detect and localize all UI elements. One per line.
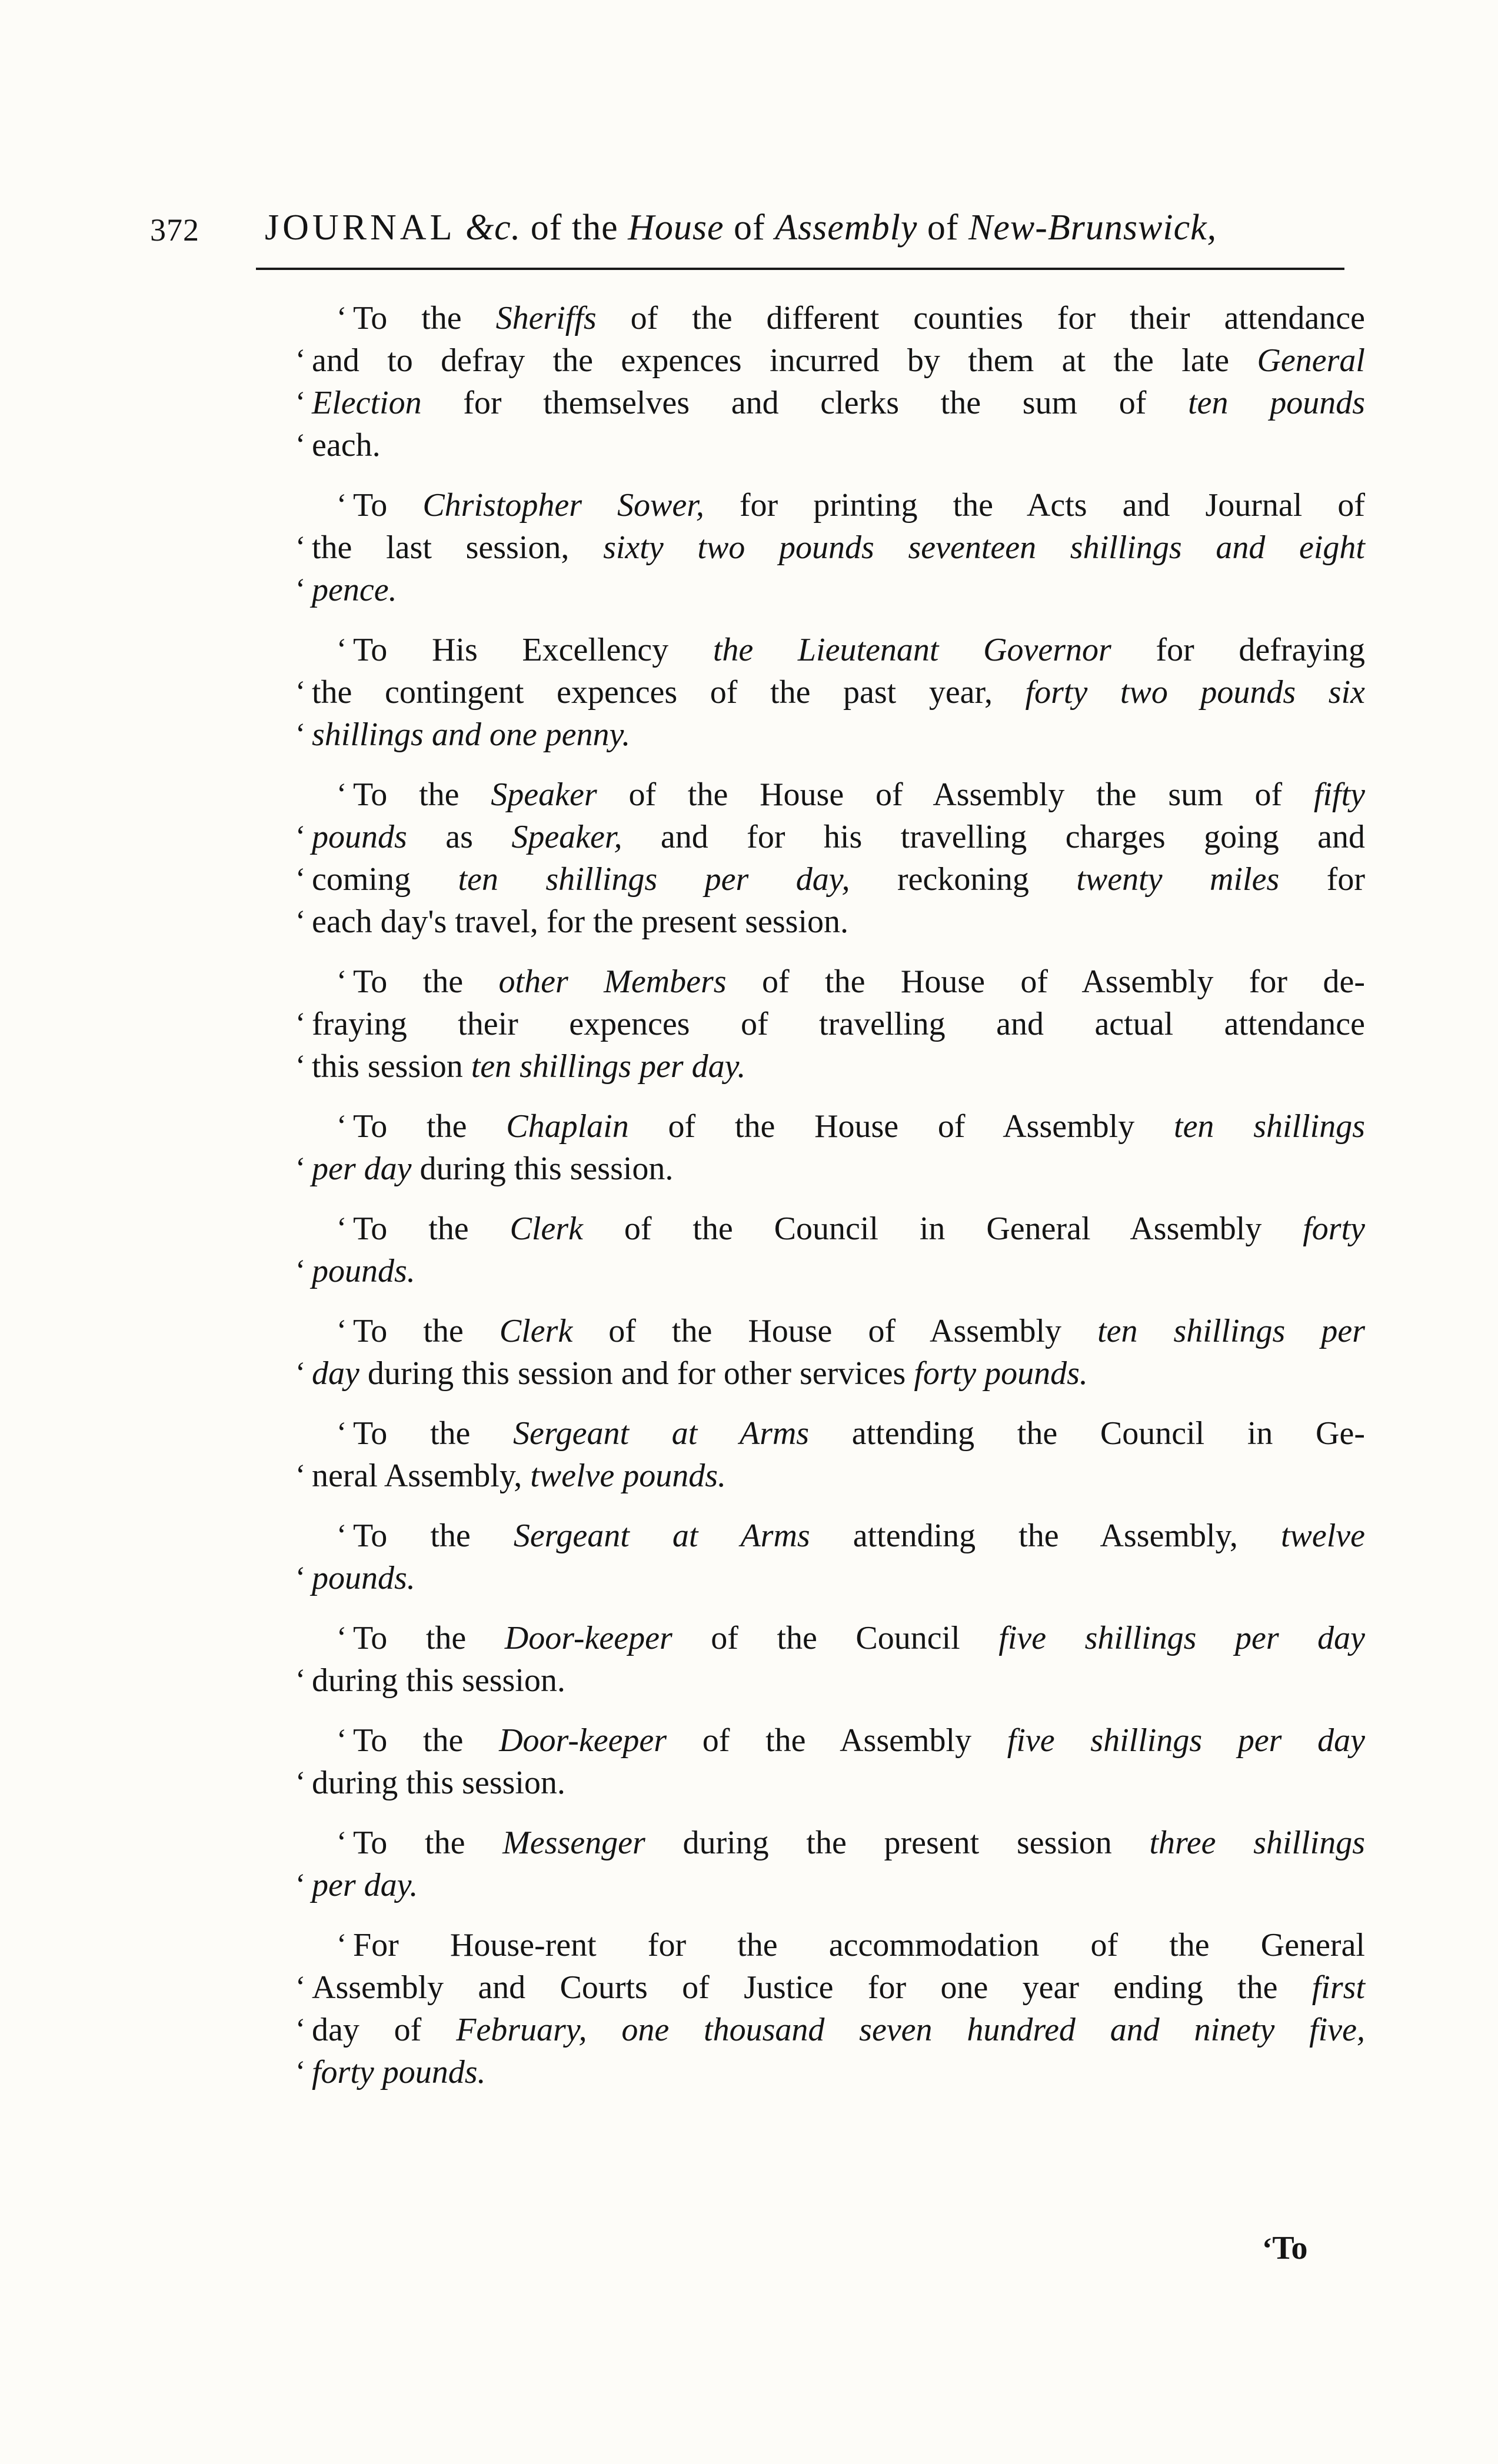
text-run: attending the Assembly, <box>810 1518 1281 1554</box>
italic-text-run: forty two pounds six <box>1025 674 1365 711</box>
italic-text-run: twenty miles <box>1076 861 1280 898</box>
text-line <box>312 484 1365 526</box>
italic-text-run: Door-keeper <box>499 1722 667 1759</box>
quote-mark: ‘ <box>337 1621 347 1655</box>
quote-mark: ‘ <box>337 1826 347 1859</box>
payment-entry <box>295 1105 1366 1190</box>
quote-mark: ‘ <box>337 1519 347 1552</box>
quote-mark: ‘ <box>295 1970 306 2004</box>
italic-text-run: forty pounds. <box>312 2054 486 2090</box>
catchword-quote-mark: ‘ <box>1262 2232 1273 2266</box>
text-line <box>295 1762 1365 1804</box>
text-run: To the <box>353 1620 505 1656</box>
text-line <box>295 1003 1365 1045</box>
quote-mark: ‘ <box>295 1007 306 1041</box>
quote-mark: ‘ <box>295 531 306 564</box>
payment-entry <box>295 629 1365 756</box>
text-line <box>312 1822 1365 1864</box>
text-run: To the <box>353 300 496 336</box>
payment-entry <box>295 1924 1365 2093</box>
italic-text-run: five shillings per day <box>1007 1722 1366 1759</box>
text-run: for printing the Acts and Journal of <box>704 487 1366 524</box>
text-line <box>312 1924 1365 1966</box>
payment-entry <box>295 297 1365 466</box>
text-run: To His Excellency <box>353 632 713 668</box>
italic-text-run: forty <box>1303 1211 1365 1247</box>
text-line <box>295 901 1365 943</box>
text-line <box>295 1352 1365 1395</box>
text-run: for <box>1279 861 1365 898</box>
quote-mark: ‘ <box>337 778 347 811</box>
quote-mark: ‘ <box>295 1868 306 1902</box>
text-run: of the Council in General Assembly <box>582 1211 1303 1247</box>
quote-mark: ‘ <box>295 1152 306 1185</box>
running-head <box>265 207 1217 249</box>
italic-text-run: ten shillings <box>1174 1108 1366 1145</box>
text-run: of the House of Assembly <box>628 1108 1174 1145</box>
payment-entry <box>295 1617 1366 1702</box>
quote-mark: ‘ <box>295 1356 306 1390</box>
payment-entry <box>295 484 1366 611</box>
quote-mark: ‘ <box>295 2055 306 2089</box>
running-head-province: New-Brunswick, <box>968 208 1217 248</box>
payment-entry <box>295 961 1365 1088</box>
italic-text-run: Clerk <box>510 1211 583 1247</box>
text-run: of the House of Assembly for de- <box>726 963 1365 1000</box>
italic-text-run: Sergeant at Arms <box>513 1415 810 1452</box>
text-run: for themselves and clerks the sum of <box>421 385 1189 421</box>
text-run: during this session and for other services <box>359 1355 914 1392</box>
page-number: 372 <box>150 212 199 248</box>
text-line <box>312 297 1365 339</box>
payment-entry <box>295 1412 1366 1497</box>
quote-mark: ‘ <box>337 1109 347 1143</box>
italic-text-run: five shillings per day <box>998 1620 1366 1656</box>
text-run: To the <box>353 776 491 813</box>
text-run: To the <box>353 1825 503 1861</box>
quote-mark: ‘ <box>295 820 306 853</box>
catchword <box>1262 2229 1308 2267</box>
payment-entry <box>295 1515 1366 1599</box>
italic-text-run: first <box>1311 1969 1365 2006</box>
italic-text-run: Clerk <box>499 1313 573 1349</box>
text-run: each. <box>312 427 381 464</box>
quote-mark: ‘ <box>295 344 306 377</box>
italic-text-run: ten shillings per <box>1097 1313 1365 1349</box>
text-run: neral Assembly, <box>312 1458 531 1494</box>
text-run: for defraying <box>1111 632 1365 668</box>
text-line <box>312 1105 1365 1148</box>
italic-text-run: Chaplain <box>506 1108 629 1145</box>
text-run: For House-rent for the accommodation of the General <box>353 1927 1365 1963</box>
text-line <box>295 2051 1365 2093</box>
text-run: of the Council <box>672 1620 999 1656</box>
text-line <box>295 424 1365 466</box>
text-line <box>295 713 1365 756</box>
running-head-house: House <box>628 208 724 248</box>
running-head-journal: JOURNAL <box>265 208 456 248</box>
running-head-of: of the <box>521 208 628 248</box>
text-line <box>295 1966 1365 2009</box>
text-run: To the <box>353 1518 514 1554</box>
text-run: attending the Council in Ge- <box>809 1415 1366 1452</box>
quote-mark: ‘ <box>337 301 347 335</box>
quote-mark: ‘ <box>337 1723 347 1757</box>
text-run: and for his travelling charges going and <box>622 819 1365 855</box>
text-line <box>295 2009 1365 2051</box>
running-head-of-3: of <box>917 208 968 248</box>
text-run: each day's travel, for the present session. <box>312 903 848 940</box>
italic-text-run: Christopher Sower, <box>422 487 704 524</box>
quote-mark: ‘ <box>295 386 306 419</box>
italic-text-run: twelve pounds. <box>530 1458 727 1494</box>
text-run: To the <box>353 963 499 1000</box>
italic-text-run: fifty <box>1313 776 1365 813</box>
text-run: fraying their expences of travelling and actual attendance <box>312 1006 1365 1042</box>
text-run: To the <box>353 1722 500 1759</box>
page-header <box>150 207 1365 254</box>
text-run: To the <box>353 1415 514 1452</box>
text-line <box>295 1659 1365 1702</box>
quote-mark: ‘ <box>295 428 306 462</box>
text-run: and to defray the expences incurred by them at the late <box>312 342 1257 379</box>
quote-mark: ‘ <box>295 1766 306 1799</box>
italic-text-run: February, <box>456 2012 587 2048</box>
text-line <box>295 1455 1365 1497</box>
journal-body <box>295 297 1366 2111</box>
quote-mark: ‘ <box>337 1314 347 1348</box>
text-run: of the different counties for their attendance <box>596 300 1365 336</box>
italic-text-run: other Members <box>498 963 727 1000</box>
italic-text-run: General <box>1257 342 1365 379</box>
text-run: To <box>353 487 423 524</box>
italic-text-run: sixty two pounds seventeen shillings and eight <box>603 529 1365 566</box>
italic-text-run: Speaker, <box>511 819 622 855</box>
text-run: as <box>407 819 512 855</box>
text-run: during the present session <box>645 1825 1150 1861</box>
quote-mark: ‘ <box>337 488 347 522</box>
text-line <box>312 1719 1365 1762</box>
text-run: during this session. <box>312 1765 565 1801</box>
italic-text-run: ten shillings per day. <box>471 1048 746 1085</box>
italic-text-run: the Lieutenant Governor <box>713 632 1111 668</box>
text-line <box>312 629 1365 671</box>
text-run: the last session, <box>312 529 604 566</box>
text-line <box>312 1310 1365 1352</box>
quote-mark: ‘ <box>295 573 306 606</box>
text-line <box>295 382 1365 424</box>
text-run: To the <box>353 1313 500 1349</box>
text-run: during this session. <box>411 1151 674 1187</box>
running-head-of-2: of <box>724 208 775 248</box>
quote-mark: ‘ <box>295 2013 306 2046</box>
italic-text-run: ten pounds <box>1188 385 1365 421</box>
text-line <box>312 1515 1365 1557</box>
text-line <box>295 526 1365 569</box>
quote-mark: ‘ <box>295 1561 306 1595</box>
italic-text-run: day <box>312 1355 359 1392</box>
quote-mark: ‘ <box>337 965 347 998</box>
text-run: of the House of Assembly <box>572 1313 1098 1349</box>
italic-text-run: pounds. <box>312 1253 415 1289</box>
italic-text-run: three shillings <box>1149 1825 1365 1861</box>
text-line <box>312 1412 1365 1455</box>
italic-text-run: pence. <box>312 572 397 608</box>
italic-text-run: ten shillings per day, <box>458 861 850 898</box>
text-run: coming <box>312 861 458 898</box>
text-run: To the <box>353 1211 510 1247</box>
text-run: during this session. <box>312 1662 565 1699</box>
payment-entry <box>295 1208 1365 1292</box>
text-line <box>295 1557 1365 1599</box>
italic-text-run: Sergeant at Arms <box>513 1518 810 1554</box>
text-line <box>312 1208 1365 1250</box>
running-head-etc: &c. <box>455 208 521 248</box>
quote-mark: ‘ <box>295 718 306 751</box>
italic-text-run: forty pounds. <box>914 1355 1088 1392</box>
quote-mark: ‘ <box>337 1928 347 1962</box>
text-line <box>312 961 1365 1003</box>
text-line <box>295 1148 1365 1190</box>
italic-text-run: Door-keeper <box>504 1620 673 1656</box>
text-line <box>295 816 1365 858</box>
italic-text-run: Messenger <box>502 1825 645 1861</box>
italic-text-run: per day. <box>312 1867 418 1903</box>
italic-text-run: Election <box>312 385 422 421</box>
italic-text-run: Sheriffs <box>495 300 597 336</box>
text-run <box>587 2012 622 2048</box>
quote-mark: ‘ <box>295 675 306 709</box>
text-run: this session <box>312 1048 471 1085</box>
text-line <box>312 773 1365 816</box>
text-line <box>312 1617 1365 1659</box>
payment-entry <box>295 1719 1366 1804</box>
quote-mark: ‘ <box>295 862 306 896</box>
text-run: To the <box>353 1108 507 1145</box>
payment-entry <box>295 773 1365 943</box>
italic-text-run: Speaker <box>491 776 597 813</box>
quote-mark: ‘ <box>337 1212 347 1245</box>
quote-mark: ‘ <box>295 1459 306 1492</box>
quote-mark: ‘ <box>337 633 347 666</box>
italic-text-run: pounds. <box>312 1560 415 1596</box>
text-run: of the Assembly <box>667 1722 1007 1759</box>
text-line <box>295 671 1365 713</box>
text-line <box>295 858 1365 901</box>
quote-mark: ‘ <box>295 1663 306 1697</box>
text-line <box>295 339 1365 382</box>
italic-text-run: pounds <box>312 819 407 855</box>
payment-entry <box>295 1822 1365 1906</box>
payment-entry <box>295 1310 1365 1395</box>
italic-text-run: per day <box>312 1151 412 1187</box>
text-run: day of <box>312 2012 457 2048</box>
text-line <box>295 569 1365 611</box>
italic-text-run: shillings and one penny. <box>312 716 631 753</box>
italic-text-run: one thousand seven hundred and ninety five, <box>621 2012 1365 2048</box>
catchword-text: To <box>1272 2230 1308 2266</box>
text-run: of the House of Assembly the sum of <box>597 776 1314 813</box>
text-line <box>295 1864 1365 1906</box>
quote-mark: ‘ <box>295 1254 306 1288</box>
text-run: Assembly and Courts of Justice for one year ending the <box>312 1969 1312 2006</box>
quote-mark: ‘ <box>337 1416 347 1450</box>
italic-text-run: twelve <box>1280 1518 1366 1554</box>
text-line <box>295 1045 1365 1088</box>
text-run: the contingent expences of the past year, <box>312 674 1026 711</box>
text-line <box>295 1250 1365 1292</box>
text-run: reckoning <box>850 861 1077 898</box>
quote-mark: ‘ <box>295 905 306 938</box>
running-head-assembly: Assembly <box>775 208 918 248</box>
quote-mark: ‘ <box>295 1049 306 1083</box>
header-rule <box>256 268 1344 270</box>
